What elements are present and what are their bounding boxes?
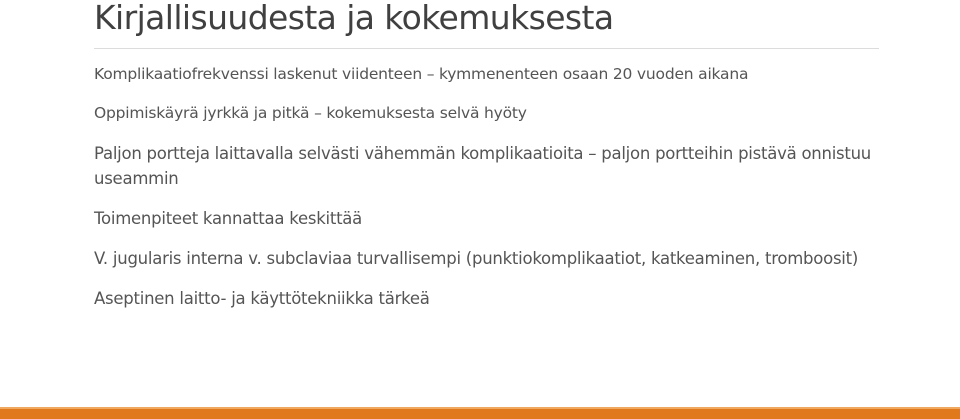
title-divider [94,48,879,49]
bullet-item: Aseptinen laitto- ja käyttötekniikka tärkeä [94,289,430,308]
bullet-list [94,62,884,311]
bullet-item: Komplikaatiofrekvenssi laskenut viidenteen – kymmenenteen osaan 20 vuoden aikana [94,65,749,83]
bullet-item: V. jugularis interna v. subclaviaa turvallisempi (punktiokomplikaatiot, katkeaminen, tromboosit) [94,249,859,268]
bullet-item: Toimenpiteet kannattaa keskittää [94,209,363,228]
bullet-item: Paljon portteja laittavalla selvästi vähemmän komplikaatioita – paljon portteihin pistävä onnistuu useammin [94,144,872,188]
bullet-item: Oppimiskäyrä jyrkkä ja pitkä – kokemuksesta selvä hyöty [94,104,527,122]
footer-accent-bar [0,409,960,419]
slide-title: Kirjallisuudesta ja kokemuksesta [94,0,614,37]
